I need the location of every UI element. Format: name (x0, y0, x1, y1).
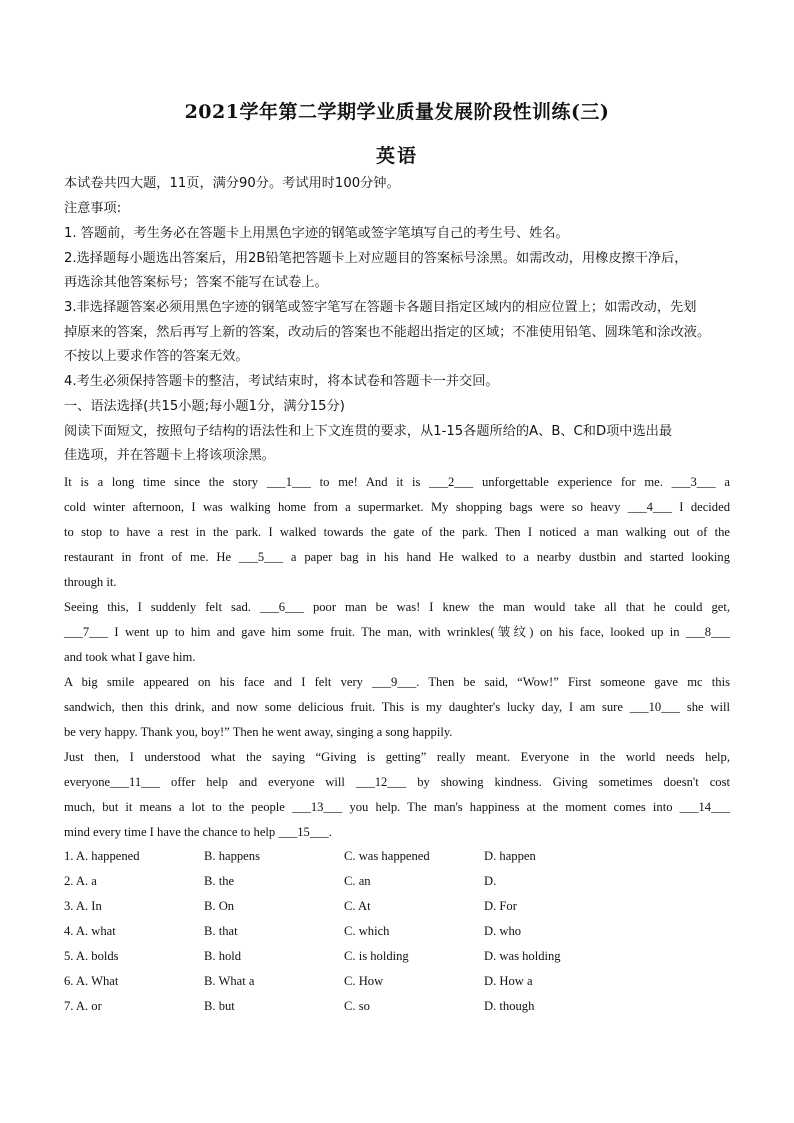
passage-line: ___7___ I went up to him and gave him some fruit. The man, with wrinkles(皱纹) on his face, looked up in ___8___ (64, 625, 730, 639)
instruction-line: 佳选项，并在答题卡上将该项涂黑。 (64, 448, 275, 463)
intro-line: 注意事项: (64, 201, 122, 216)
passage-line: be very happy. Thank you, boy!” Then he went away, singing a song happily. (64, 725, 453, 739)
intro-line: 再选涂其他答案标号；答案不能写在试卷上。 (64, 275, 328, 290)
option-c: C. was happened (344, 849, 430, 863)
option-a: 1. A. happened (64, 849, 140, 863)
intro-line: 3.非选择题答案必须用黑色字迹的钢笔或签字笔写在答题卡各题目指定区域内的相应位置上；如需改动，先划 (64, 300, 697, 315)
passage-line: to stop to have a rest in the park. I walked towards the gate of the park. Then I noticed a man walking out of the (64, 525, 730, 539)
intro-line: 本试卷共四大题，11页，满分90分。考试用时100分钟。 (64, 176, 400, 191)
option-d: D. (484, 874, 497, 888)
passage-line: and took what I gave him. (64, 650, 196, 664)
option-b: B. happens (204, 849, 260, 863)
option-d: D. though (484, 999, 535, 1013)
intro-line: 不按以上要求作答的答案无效。 (64, 349, 249, 364)
instruction-line: 阅读下面短文，按照句子结构的语法性和上下文连贯的要求，从1-15各题所给的A、B、C和D项中选出最 (64, 424, 673, 439)
passage-line: Seeing this, I suddenly felt sad. ___6___ poor man be was! I knew the man would take all that he could get, (64, 600, 730, 614)
option-c: C. so (344, 999, 370, 1013)
option-a: 2. A. a (64, 874, 97, 888)
intro-line: 4.考生必须保持答题卡的整洁，考试结束时，将本试卷和答题卡一并交回。 (64, 374, 499, 389)
option-a: 6. A. What (64, 974, 119, 988)
option-a: 3. A. In (64, 899, 102, 913)
passage-line: much, but it means a lot to the people ___13___ you help. The man's happiness at the moment comes into ___14___ (64, 800, 730, 814)
option-a: 4. A. what (64, 924, 116, 938)
option-d: D. For (484, 899, 517, 913)
passage-line: restaurant in front of me. He ___5___ a paper bag in his hand He walked to a nearby dustbin and started looking (64, 550, 730, 564)
passage-line: It is a long time since the story ___1___ to me! And it is ___2___ unforgettable experience for me. ___3___ a (64, 475, 730, 489)
option-b: B. that (204, 924, 238, 938)
option-b: B. On (204, 899, 235, 913)
option-b: B. hold (204, 949, 242, 963)
option-c: C. How (344, 974, 384, 988)
option-c: C. is holding (344, 949, 409, 963)
passage-line: everyone___11___ offer help and everyone will ___12___ by showing kindness. Giving sometimes doesn't cost (64, 775, 730, 789)
option-c: C. an (344, 874, 371, 888)
intro-line: 2.选择题每小题选出答案后，用2B铅笔把答题卡上对应题目的答案标号涂黑。如需改动，用橡皮擦干净后， (64, 251, 688, 266)
option-d: D. was holding (484, 949, 561, 963)
option-a: 5. A. bolds (64, 949, 119, 963)
passage-line: A big smile appeared on his face and I felt very ___9___. Then be said, “Wow!” First someone gave mc this (64, 675, 730, 689)
option-b: B. the (204, 874, 235, 888)
passage-line: mind every time I have the chance to help ___15___. (64, 825, 332, 839)
intro-line: 掉原来的答案，然后再写上新的答案，改动后的答案也不能超出指定的区域；不准使用铅笔、圆珠笔和涂改液。 (64, 325, 711, 340)
passage-line: cold winter afternoon, I was walking home from a supermarket. My shopping bags were so heavy ___4___ I decided (64, 500, 730, 514)
subject-title: 英语 (375, 145, 418, 167)
passage-line: through it. (64, 575, 117, 589)
option-c: C. which (344, 924, 390, 938)
option-b: B. but (204, 999, 235, 1013)
page-title: 2021学年第二学期学业质量发展阶段性训练(三) (184, 101, 610, 123)
passage-line: Just then, I understood what the saying “Giving is getting” really meant. Everyone in the world needs help, (64, 750, 730, 764)
section-heading: 一、语法选择(共15小题;每小题1分，满分15分) (64, 399, 345, 414)
intro-line: 1. 答题前，考生务必在答题卡上用黑色字迹的钢笔或签字笔填写自己的考生号、姓名。 (64, 226, 569, 241)
option-a: 7. A. or (64, 999, 102, 1013)
option-d: D. happen (484, 849, 536, 863)
option-d: D. who (484, 924, 522, 938)
option-b: B. What a (204, 974, 255, 988)
option-c: C. At (344, 899, 371, 913)
passage-line: sandwich, then this drink, and now some delicious fruit. This is my daughter's lucky day, I am sure ___10___ she will (64, 700, 730, 714)
option-d: D. How a (484, 974, 533, 988)
